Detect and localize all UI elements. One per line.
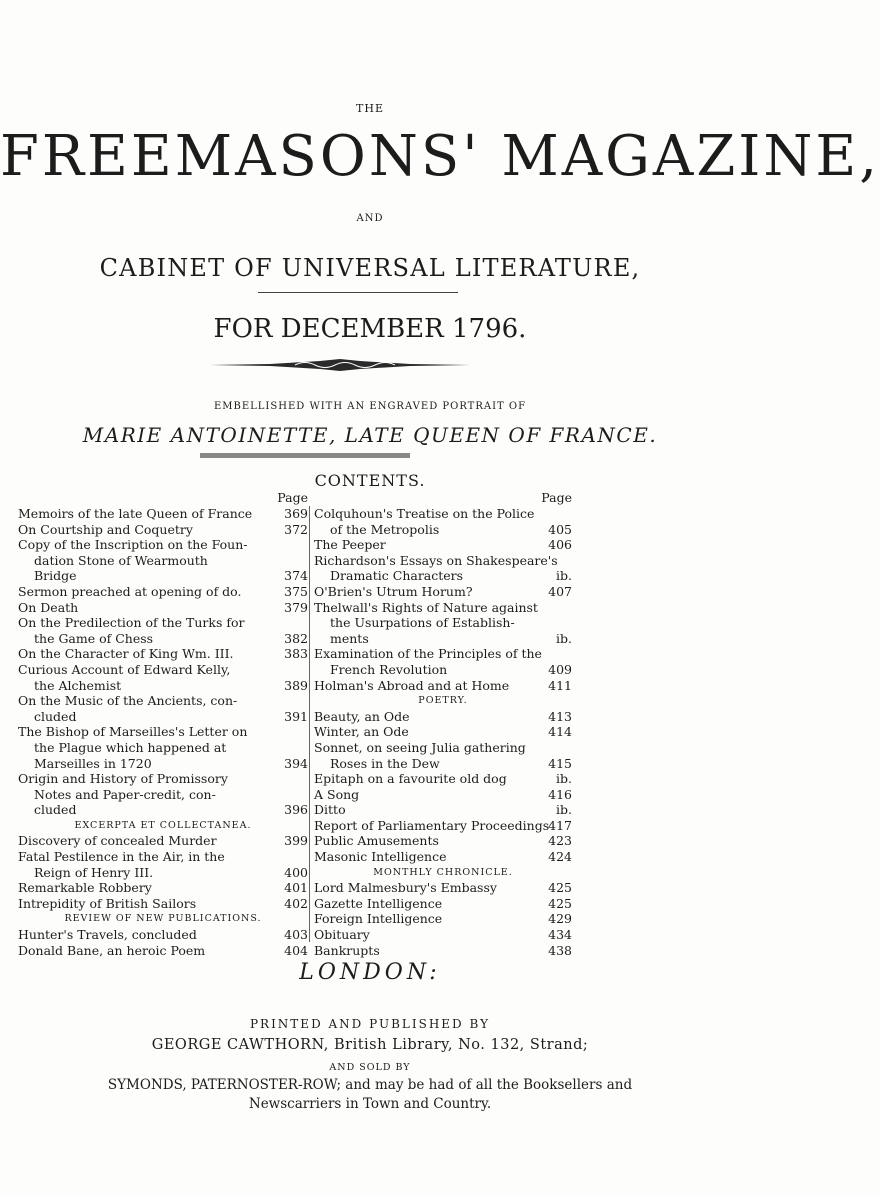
contents-left-column [18,490,308,958]
contents-entry [18,600,308,616]
entry-page-number: ib. [556,771,572,787]
contents-entry [314,802,572,818]
portrait-subject: MARIE ANTOINETTE, LATE QUEEN OF FRANCE. [82,423,658,447]
entry-title-line: Fatal Pestilence in the Air, in the [18,849,225,865]
entry-page-number: 374 [284,568,308,584]
entry-title-line: O'Brien's Utrum Horum? [314,583,473,599]
entry-title-line: Bankrupts [314,942,380,958]
entry-page-number: 414 [548,724,572,740]
contents-entry [18,615,308,646]
entry-page-number: 382 [284,630,308,646]
entry-title-line: Holman's Abroad and at Home [314,677,510,693]
contents-entry [18,584,308,600]
entry-title-line: Foreign Intelligence [314,911,443,927]
entry-title-line: Donald Bane, an heroic Poem [18,942,206,958]
contents-entry [18,724,308,771]
entry-title-line: Roses in the Dew [330,755,440,771]
heavy-rule [200,453,410,458]
entry-page-number: 369 [284,506,308,521]
contents-entry [18,506,308,522]
entry-page-number: ib. [556,568,572,584]
entry-title-line: Curious Account of Edward Kelly, [18,661,231,677]
sold-by: AND SOLD BY [329,1062,411,1073]
entry-page-number: 423 [548,833,572,849]
entry-page-number: 391 [284,708,308,724]
contents-entry [18,662,308,693]
entry-title-line: the Alchemist [34,677,122,693]
contents-entry [18,896,308,912]
contents-entry [314,911,572,927]
section-heading: EXCERPTA ET COLLECTANEA. [74,819,252,831]
entry-page-number: 405 [548,521,572,537]
divider-rule [258,292,458,293]
page-header-left: Page [277,490,308,505]
and-label: AND [356,213,384,224]
entry-title-line: Obituary [314,927,370,943]
entry-page-number: 375 [284,583,308,599]
contents-entry [314,584,572,600]
entry-page-number: 425 [548,880,572,896]
entry-title-line: cluded [34,708,77,724]
entry-page-number: 379 [284,599,308,615]
entry-page-number: 401 [284,880,308,896]
entry-title-line: the Usurpations of Establish- [330,615,515,631]
entry-page-number: ib. [556,802,572,818]
contents-entry [314,506,572,537]
entry-title-line: Notes and Paper-credit, con- [34,786,216,802]
entry-title-line: On the Predilection of the Turks for [18,615,245,631]
entry-page-number: 425 [548,895,572,911]
entry-title-line: dation Stone of Wearmouth [34,552,208,568]
entry-title-line: French Revolution [330,661,448,677]
entry-title-line: Sermon preached at opening of do. [18,583,242,599]
entry-title-line: Sonnet, on seeing Julia gathering [314,739,526,755]
contents-entry [314,724,572,740]
entry-title-line: Remarkable Robbery [18,880,152,896]
entry-page-number: 434 [548,927,572,943]
entry-page-number: 394 [284,755,308,771]
entry-title-line: Marseilles in 1720 [34,755,152,771]
entry-title-line: Memoirs of the late Queen of France [18,506,253,521]
entry-title-line: Ditto [314,802,346,818]
contents-entry [314,943,572,959]
entry-page-number: 404 [284,942,308,958]
seller-line-1: SYMONDS, PATERNOSTER-ROW; and may be had of all the Booksellers and [107,1077,633,1093]
section-heading: POETRY. [418,695,468,707]
entry-page-number: 429 [548,911,572,927]
entry-page-number: 413 [548,708,572,724]
contents-entry [18,693,308,724]
contents-entry [18,771,308,818]
entry-page-number: 424 [548,849,572,865]
entry-page-number: ib. [556,630,572,646]
magazine-title: FREEMASONS' MAGAZINE, [0,124,880,189]
entry-page-number: 417 [548,817,572,833]
entry-page-number: 438 [548,942,572,958]
contents-entry [314,896,572,912]
contents-entry [18,833,308,849]
entry-page-number: 399 [284,833,308,849]
contents-entry [314,880,572,896]
contents-entry [314,818,572,834]
publisher-line: GEORGE CAWTHORN, British Library, No. 132, Strand; [151,1037,589,1053]
contents-entry [18,849,308,880]
entry-title-line: Copy of the Inscription on the Foun- [18,537,248,553]
entry-page-number: 416 [548,786,572,802]
entry-title-line: Epitaph on a favourite old dog [314,771,507,787]
entry-page-number: 403 [284,927,308,943]
contents-heading: CONTENTS. [314,471,426,490]
entry-title-line: Winter, an Ode [314,724,409,740]
entry-title-line: Masonic Intelligence [314,849,447,865]
entry-title-line: On Death [18,599,79,615]
ornament-divider [210,358,470,372]
entry-title-line: Gazette Intelligence [314,895,443,911]
section-heading: MONTHLY CHRONICLE. [373,866,513,878]
entry-title-line: Report of Parliamentary Proceedings [314,817,550,833]
entry-title-line: Public Amusements [314,833,439,849]
entry-page-number: 383 [284,646,308,662]
the-label: THE [356,102,384,115]
contents-entry [314,787,572,803]
contents-entry [314,849,572,865]
entry-page-number: 400 [284,864,308,880]
entry-page-number: 415 [548,755,572,771]
contents-entry [314,740,572,771]
entry-title-line: Examination of the Principles of the [314,646,542,662]
entry-title-line: The Bishop of Marseilles's Letter on [18,724,248,740]
contents-right-column [314,490,572,958]
city-heading: LONDON: [299,960,441,985]
contents-entry [314,709,572,725]
issue-date: FOR DECEMBER 1796. [213,314,527,344]
entry-page-number: 372 [284,521,308,537]
entry-title-line: The Peeper [314,537,386,553]
entry-page-number: 407 [548,583,572,599]
entry-title-line: Lord Malmesbury's Embassy [314,880,497,896]
entry-title-line: the Plague which happened at [34,739,227,755]
entry-title-line: On Courtship and Coquetry [18,521,193,537]
contents-entry [18,943,308,959]
contents-entry [18,927,308,943]
entry-title-line: Bridge [34,568,77,584]
column-divider [309,506,310,942]
entry-page-number: 396 [284,802,308,818]
entry-page-number: 409 [548,661,572,677]
page-header-right: Page [541,490,572,505]
entry-title-line: cluded [34,802,77,818]
entry-title-line: the Game of Chess [34,630,154,646]
contents-entry [314,553,572,584]
entry-title-line: On the Music of the Ancients, con- [18,693,238,709]
entry-page-number: 411 [548,677,572,693]
entry-title-line: of the Metropolis [330,521,440,537]
contents-entry [314,771,572,787]
entry-title-line: Intrepidity of British Sailors [18,895,197,911]
printed-by: PRINTED AND PUBLISHED BY [249,1017,491,1031]
entry-title-line: Beauty, an Ode [314,708,410,724]
entry-title-line: Thelwall's Rights of Nature against [314,599,538,615]
entry-title-line: On the Character of King Wm. III. [18,646,234,662]
entry-title-line: ments [330,630,369,646]
entry-title-line: Origin and History of Promissory [18,771,228,787]
entry-page-number: 389 [284,677,308,693]
contents-entry [18,522,308,538]
contents-entry [18,537,308,584]
contents-entry [18,880,308,896]
contents-entry [314,927,572,943]
seller-line-2: Newscarriers in Town and Country. [248,1096,492,1112]
contents-entry [18,646,308,662]
entry-title-line: Dramatic Characters [330,568,464,584]
contents-entry [314,678,572,694]
contents-entry [314,600,572,647]
contents-entry [314,833,572,849]
entry-title-line: Reign of Henry III. [34,864,154,880]
entry-title-line: Discovery of concealed Murder [18,833,217,849]
entry-page-number: 406 [548,537,572,553]
entry-title-line: A Song [314,786,360,802]
entry-page-number: 402 [284,895,308,911]
contents-entry [314,537,572,553]
entry-title-line: Colquhoun's Treatise on the Police [314,506,535,521]
section-heading: REVIEW OF NEW PUBLICATIONS. [64,913,262,925]
entry-title-line: Richardson's Essays on Shakespeare's [314,552,558,568]
entry-title-line: Hunter's Travels, concluded [18,927,197,943]
embellishment-note: EMBELLISHED WITH AN ENGRAVED PORTRAIT OF [213,401,527,412]
subtitle: CABINET OF UNIVERSAL LITERATURE, [99,254,641,282]
contents-entry [314,646,572,677]
